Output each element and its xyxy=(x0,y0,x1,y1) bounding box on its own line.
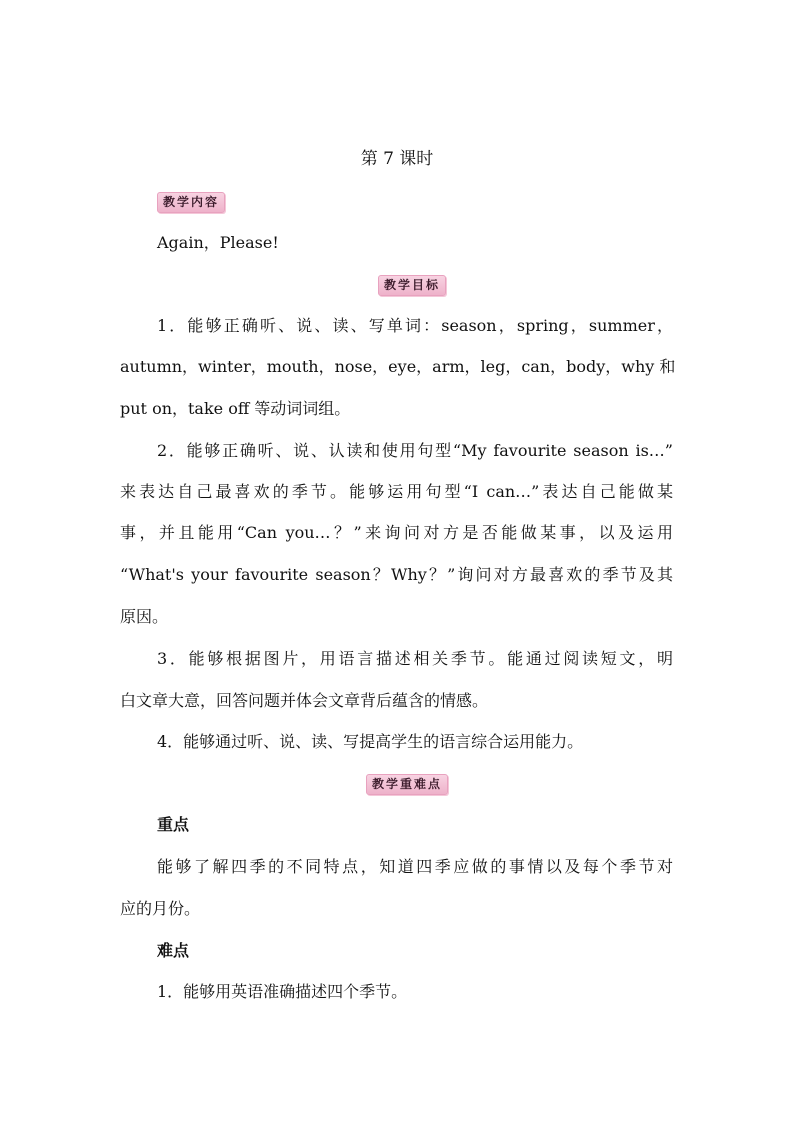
goals-line: 1．能够正确听、说、读、写单词：season，spring，summer， xyxy=(157,316,673,335)
goals-line: 2．能够正确听、说、认读和使用句型“My favourite season is…” xyxy=(157,441,673,460)
difficult-points-line: 1．能够用英语准确描述四个季节。 xyxy=(157,982,408,1001)
goals-line: 原因。 xyxy=(120,607,169,626)
goals-line: autumn，winter，mouth，nose，eye，arm，leg，can，body，why 和 xyxy=(120,357,676,376)
teaching-goals-badge: 教学目标 xyxy=(378,275,446,296)
goals-line: 白文章大意，回答问题并体会文章背后蕴含的情感。 xyxy=(120,691,489,710)
teaching-content-badge: 教学内容 xyxy=(157,192,225,213)
lesson-title: 第 7 课时 xyxy=(360,149,434,169)
key-points-heading: 重点 xyxy=(157,815,190,834)
goals-line: 3．能够根据图片，用语言描述相关季节。能通过阅读短文，明 xyxy=(157,649,673,668)
difficult-points-heading: 难点 xyxy=(157,941,190,960)
goals-line: put on，take off 等动词词组。 xyxy=(120,399,351,418)
goals-line: 来表达自己最喜欢的季节。能够运用句型“I can…”表达自己能做某 xyxy=(120,482,673,501)
goals-line: 事，并且能用“Can you…？”来询问对方是否能做某事，以及运用 xyxy=(120,523,673,542)
key-difficult-points-badge: 教学重难点 xyxy=(366,774,448,795)
goals-line: “What's your favourite season？Why？”询问对方最喜欢的季节及其 xyxy=(120,565,673,584)
content-text: Again，Please! xyxy=(157,233,279,252)
goals-line: 4．能够通过听、说、读、写提高学生的语言综合运用能力。 xyxy=(157,732,584,751)
key-points-line: 能够了解四季的不同特点，知道四季应做的事情以及每个季节对 xyxy=(157,857,673,876)
key-points-line: 应的月份。 xyxy=(120,899,201,918)
